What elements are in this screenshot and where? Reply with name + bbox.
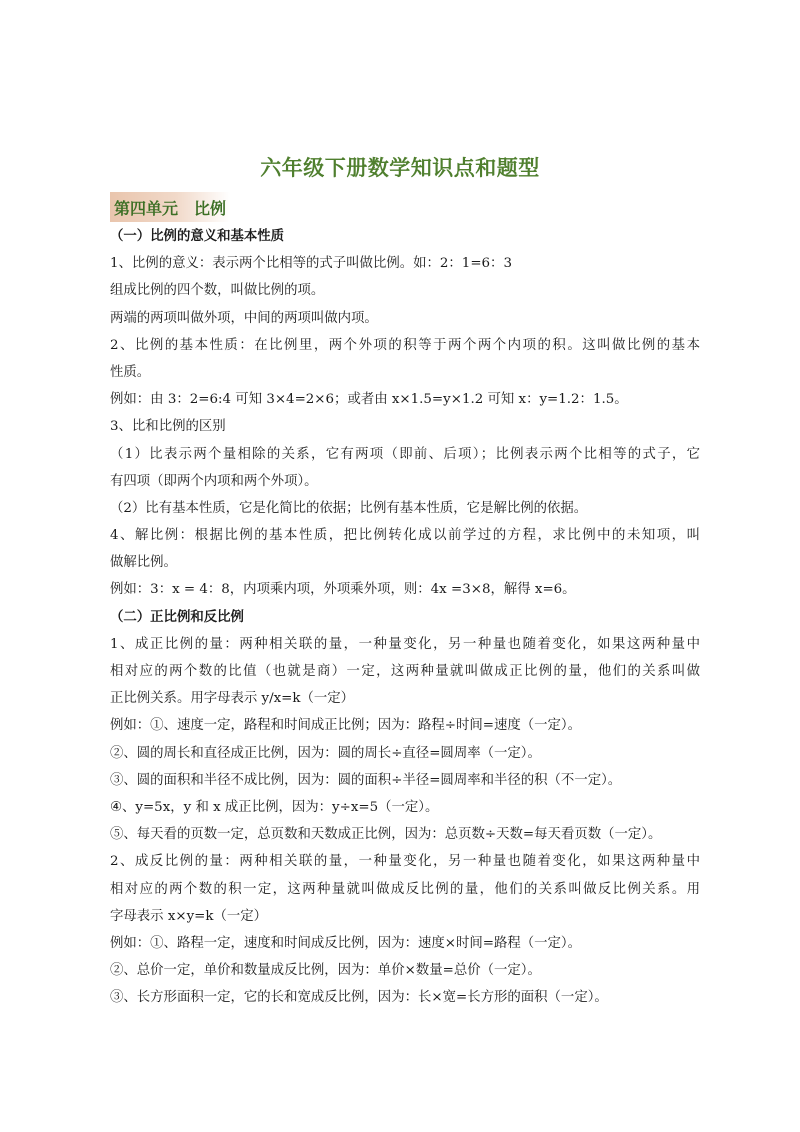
document-body xyxy=(110,223,700,1011)
text-line: 例如：①、速度一定，路程和时间成正比例；因为：路程÷时间=速度（一定）。 xyxy=(110,718,582,734)
text-line: 字母表示 x×y=k（一定） xyxy=(110,908,268,924)
section-heading: （一）比例的意义和基本性质 xyxy=(110,229,285,244)
text-line: 例如：由 3：2=6:4 可知 3×4=2×6；或者由 x×1.5=y×1.2 可知 x：y=1.2：1.5。 xyxy=(110,392,628,408)
text-line: 正比例关系。用字母表示 y/x=k（一定） xyxy=(110,691,355,707)
text-line: （1）比表示两个量相除的关系，它有两项（即前、后项）；比例表示两个比相等的式子，它 xyxy=(110,446,700,462)
text-line: 相对应的两个数的比值（也就是商）一定，这两种量就叫做成正比例的量，他们的关系叫做 xyxy=(110,664,700,679)
unit-heading: 第四单元 比例 xyxy=(110,192,230,222)
text-line: 3、比和比例的区别 xyxy=(110,419,226,435)
text-line: ③、圆的面积和半径不成比例，因为：圆的面积÷半径=圆周率和半径的积（不一定）。 xyxy=(110,772,622,788)
text-line: （2）比有基本性质，它是化简比的依据；比例有基本性质，它是解比例的依据。 xyxy=(110,500,588,516)
text-line: 两端的两项叫做外项，中间的两项叫做内项。 xyxy=(110,310,378,326)
text-line: 2、比例的基本性质：在比例里，两个外项的积等于两个两个内项的积。这叫做比例的基本 xyxy=(110,337,700,353)
text-line: ②、总价一定，单价和数量成反比例，因为：单价×数量=总价（一定）。 xyxy=(110,963,541,979)
text-line: ③、长方形面积一定，它的长和宽成反比例，因为：长×宽=长方形的面积（一定）。 xyxy=(110,990,608,1006)
text-line: 做解比例。 xyxy=(110,555,177,571)
text-line: 2、成反比例的量：两种相关联的量，一种量变化，另一种量也随着变化，如果这两种量中 xyxy=(110,854,700,870)
text-line: 例如：3：x = 4：8，内项乘内项，外项乘外项，则：4x =3×8，解得 x=6。 xyxy=(110,582,576,598)
text-line: 有四项（即两个内项和两个外项）。 xyxy=(110,473,318,489)
document-title: 六年级下册数学知识点和题型 xyxy=(260,156,540,180)
text-line: 1、比例的意义：表示两个比相等的式子叫做比例。如：2：1=6：3 xyxy=(110,256,512,272)
text-line: ④、y=5x，y 和 x 成正比例，因为：y÷x=5（一定）。 xyxy=(110,799,439,815)
text-line: 4、解比例：根据比例的基本性质，把比例转化成以前学过的方程，求比例中的未知项，叫 xyxy=(110,528,700,544)
text-line: 组成比例的四个数，叫做比例的项。 xyxy=(110,283,325,299)
text-line: ②、圆的周长和直径成正比例，因为：圆的周长÷直径=圆周率（一定）。 xyxy=(110,745,541,761)
text-line: 1、成正比例的量：两种相关联的量，一种量变化，另一种量也随着变化，如果这两种量中 xyxy=(110,636,700,652)
text-line: ⑤、每天看的页数一定，总页数和天数成正比例，因为：总页数÷天数=每天看页数（一定）。 xyxy=(110,827,662,843)
section-heading: （二）正比例和反比例 xyxy=(110,609,244,625)
text-line: 相对应的两个数的积一定，这两种量就叫做成反比例的量，他们的关系叫做反比例关系。用 xyxy=(110,881,700,897)
text-line: 性质。 xyxy=(110,364,151,380)
text-line: 例如：①、路程一定，速度和时间成反比例，因为：速度×时间=路程（一定）。 xyxy=(110,935,582,951)
